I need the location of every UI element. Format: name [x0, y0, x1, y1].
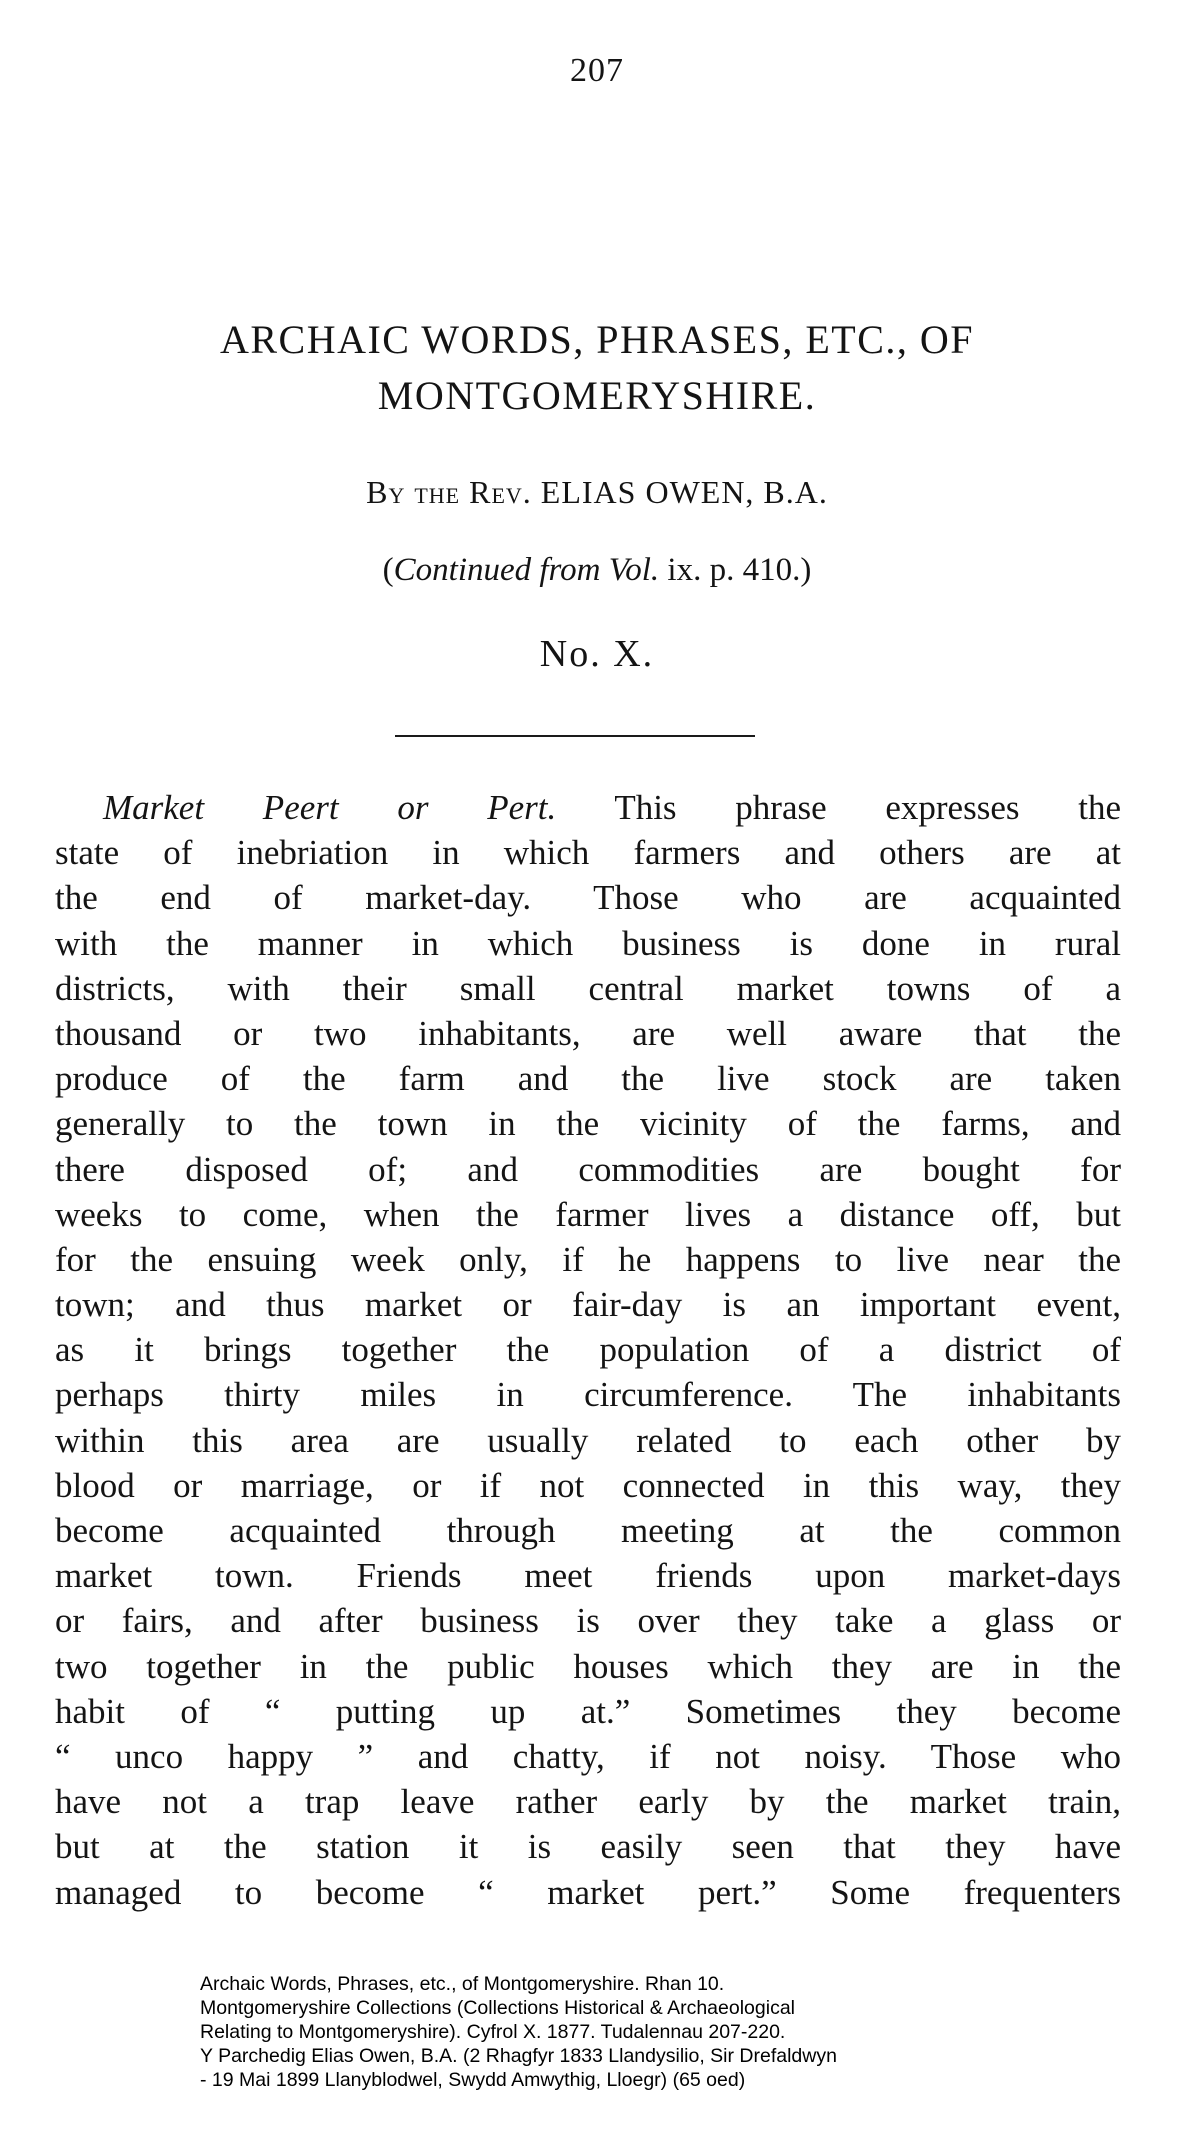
- page-number: 207: [570, 52, 624, 89]
- body-line: weeks to come, when the farmer lives a distance off, but: [55, 1194, 1121, 1234]
- body-line: market town. Friends meet friends upon market-days: [55, 1556, 1121, 1596]
- body-line: two together in the public houses which they are in the: [55, 1646, 1121, 1686]
- continued-note: [0, 552, 1194, 589]
- body-line: become acquainted through meeting at the common: [55, 1511, 1121, 1550]
- source-caption: [200, 1972, 1100, 2092]
- continued-rest: ix. p. 410.): [659, 552, 812, 588]
- body-line: with the manner in which business is done in rural: [55, 923, 1121, 963]
- body-text: [55, 785, 1121, 1915]
- continued-italic: Continued from Vol.: [393, 552, 660, 588]
- body-line: managed to become “ market pert.” Some frequenters: [55, 1872, 1121, 1912]
- byline: [0, 474, 1194, 511]
- body-line: state of inebriation in which farmers and others are at: [55, 833, 1121, 873]
- body-line: or fairs, and after business is over they take a glass or: [55, 1601, 1121, 1641]
- body-line: within this area are usually related to each other by: [55, 1420, 1121, 1460]
- continued-open: (: [382, 552, 394, 588]
- body-line: for the ensuing week only, if he happens to live near the: [55, 1239, 1121, 1279]
- section-number: No. X.: [539, 633, 655, 675]
- body-line: but at the station it is easily seen that they have: [55, 1827, 1121, 1867]
- title-line-1: ARCHAIC WORDS, PHRASES, ETC., OF: [219, 317, 975, 362]
- body-line: have not a trap leave rather early by the market train,: [55, 1782, 1121, 1822]
- body-line: perhaps thirty miles in circumference. The inhabitants: [55, 1375, 1121, 1415]
- caption-line: - 19 Mai 1899 Llanyblodwel, Swydd Amwythig, Lloegr) (65 oed): [200, 2069, 746, 2091]
- body-line: the end of market-day. Those who are acquainted: [55, 878, 1121, 918]
- body-line: as it brings together the population of a district of: [55, 1330, 1121, 1370]
- first-line-rest: This phrase expresses the: [556, 788, 1121, 827]
- body-line: there disposed of; and commodities are bought for: [55, 1149, 1121, 1189]
- glossary-term: Market Peert or Pert.: [103, 788, 557, 827]
- body-line: habit of “ putting up at.” Sometimes they become: [55, 1691, 1121, 1731]
- body-line: produce of the farm and the live stock are taken: [55, 1059, 1121, 1099]
- caption-line: Archaic Words, Phrases, etc., of Montgomeryshire. Rhan 10.: [200, 1973, 725, 1995]
- section-divider: [395, 735, 755, 737]
- body-line: blood or marriage, or if not connected in this way, they: [55, 1465, 1121, 1505]
- caption-line: Relating to Montgomeryshire). Cyfrol X. 1877. Tudalennau 207-220.: [200, 2021, 786, 2043]
- caption-line: Y Parchedig Elias Owen, B.A. (2 Rhagfyr 1833 Llandysilio, Sir Drefaldwyn: [200, 2045, 837, 2067]
- body-line: “ unco happy ” and chatty, if not noisy. Those who: [55, 1736, 1121, 1776]
- title-line-2: MONTGOMERYSHIRE.: [377, 373, 817, 418]
- article-title: [60, 312, 1134, 424]
- byline-author: ELIAS OWEN, B.A.: [540, 474, 828, 510]
- byline-prefix: By the Rev.: [366, 474, 532, 510]
- caption-line: Montgomeryshire Collections (Collections Historical & Archaeological: [200, 1997, 795, 2019]
- body-line: generally to the town in the vicinity of the farms, and: [55, 1104, 1121, 1144]
- body-line: districts, with their small central market towns of a: [55, 968, 1121, 1008]
- body-line-first: [55, 785, 1121, 830]
- body-line: thousand or two inhabitants, are well aware that the: [55, 1013, 1121, 1053]
- body-line: town; and thus market or fair-day is an important event,: [55, 1285, 1121, 1325]
